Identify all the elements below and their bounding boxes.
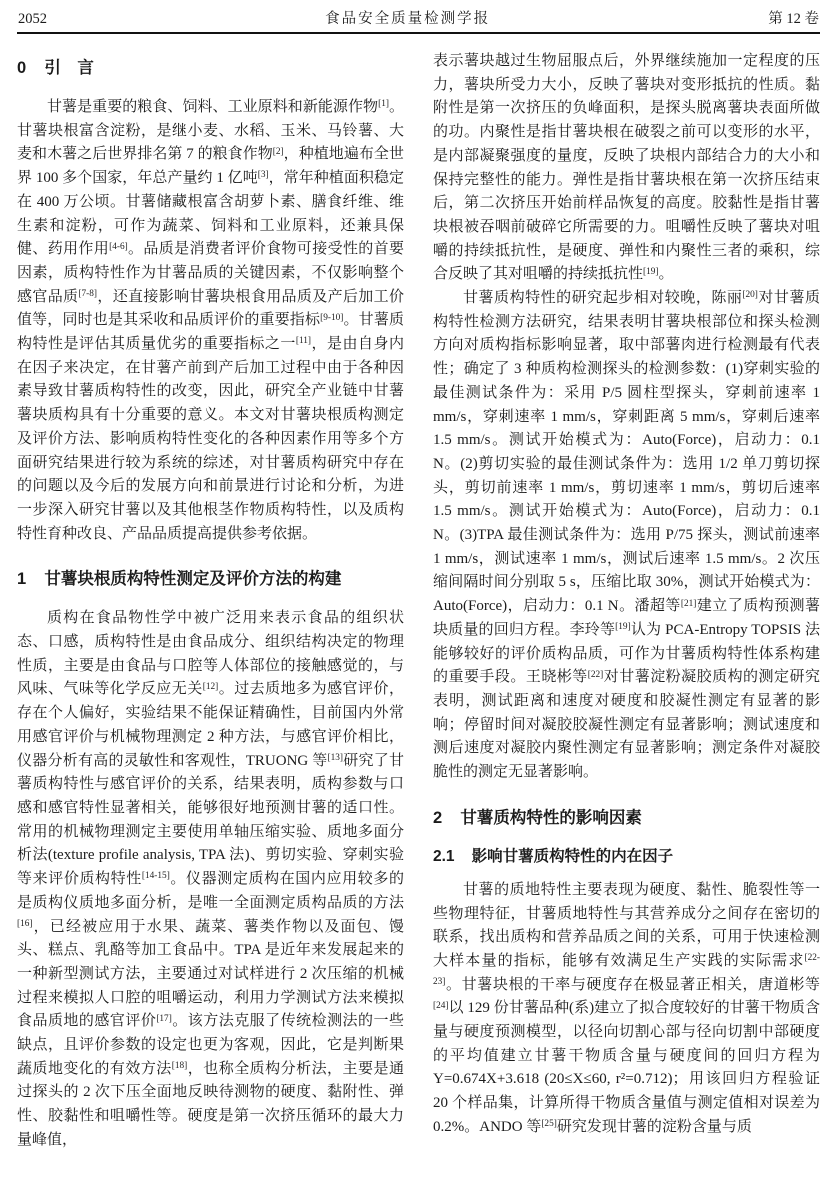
citation-ref: [17] [156, 1013, 172, 1024]
citation-ref: [1] [378, 99, 389, 110]
citation-ref: [9-10] [320, 312, 344, 323]
page-header [0, 0, 837, 29]
citation-ref: [24] [433, 1000, 449, 1011]
section-number: 2 [433, 808, 443, 827]
citation-ref: [12] [202, 681, 219, 692]
citation-ref: [16] [17, 918, 33, 929]
citation-ref: [7-8] [78, 288, 97, 299]
article-body [0, 34, 837, 1174]
right-column [433, 50, 820, 1174]
subsection-heading [433, 846, 820, 867]
volume-label: 第 12 卷 [768, 11, 819, 27]
paragraph: 表示薯块越过生物屈服点后，外界继续施加一定程度的压力，薯块所受力大小，反映了薯块对变形抵抗的性质。黏附性是第一次挤压的负峰面积，是探头脱离薯块表面所做的功。内聚性是指甘薯块根在破裂之前可以变形的水平，是内部凝聚强度的量度，反映了块根内部结合力的大小和保持完整性的能力。弹性是指甘薯块根在第一次挤压结束后，第二次挤压开始前样品恢复的高度。胶黏性是指甘薯块根被吞咽前破碎它所需要的力。咀嚼性反映了薯块对咀嚼的持续抵抗性，是硬度、弹性和内聚性三者的乘积，综合反映了其对咀嚼的持续抵抗性[19]。 [433, 53, 820, 283]
page-number: 2052 [18, 11, 47, 27]
citation-ref: [3] [257, 170, 269, 181]
section-heading [17, 57, 404, 79]
section-number: 1 [17, 570, 27, 589]
citation-ref: [14-15] [141, 871, 170, 882]
left-column [17, 50, 404, 1174]
citation-ref: [22] [587, 669, 604, 680]
citation-ref: [19] [643, 266, 659, 277]
section-number: 2.1 [433, 847, 455, 865]
citation-ref: [4-6] [109, 241, 128, 252]
citation-ref: [25] [541, 1119, 557, 1130]
paragraph: 甘薯的质地特性主要表现为硬度、黏性、脆裂性等一些物理特征，甘薯质地特性与其营养成分之间存在密切的联系，找出质构和营养品质之间的关系，可用于快速检测大样本量的指标，能够有效满足生产实践的实际需求[22-23]。甘薯块根的干率与硬度存在极显著正相关，唐道彬等[24]以 129 份甘薯品种(系)建立了拟合度较好的甘薯干物质含量与硬度预测模型，以径向切割心部与径向切割中部硬度的平均值建立甘薯干物质含量与硬度间的回归方程为 Y=0.674X+3.618 (20≤X≤60, r²=0.712)；用该回归方程验证 20 个样品集，计算所得干物质含量值与测定值相对误差为 0.2%。ANDO 等[25]研究发现甘薯的淀粉含量与质 [433, 881, 820, 1135]
citation-ref: [13] [327, 752, 343, 763]
paragraph: 质构在食品物性学中被广泛用来表示食品的组织状态、口感，质构特性是由食品成分、组织结构决定的物理性质，主要是由食品与口腔等人体部位的接触感觉的，与风味、气味等化学反应无关[12]。过去质地多为感官评价，存在个人偏好，实验结果不能保证精确性，目前国内外常用感官评价与机械物理测定 2 种方法，与感官评价相比，仪器分析有高的灵敏性和客观性，TRUONG 等[13]研究了甘薯质构特性与感官评价的关系，结果表明，质构参数与口感和感官特性显著相关，能够很好地预测甘薯的适口性。常用的机械物理测定主要使用单轴压缩实验、质地多面分析法(texture profile analysis, TPA 法)、剪切实验、穿刺实验等来评价质构特性[14-15]。仪器测定质构在国内应用较多的是质构仪质地多面分析，是唯一全面测定质构品质的方法[16]，已经被应用于水果、蔬菜、薯类作物以及面包、馒头、糕点、乳酪等加工食品中。TPA 是近年来发展起来的一种新型测试方法，主要通过对试样进行 2 次压缩的机械过程来模拟人口腔的咀嚼运动，利用力学测试方法来模拟食品质地的感官评价[17]。该方法克服了传统检测法的一些缺点，且评价参数的设定也更为客观，因此，它是判断果蔬质地变化的有效方法[18]，也称全质构分析法，主要是通过探头的 2 次下压全面地反映待测物的硬度、黏附性、弹性、胶黏性和咀嚼性等。硬度是第一次挤压循环的最大力量峰值， [17, 610, 404, 1148]
paragraph: 甘薯质构特性的研究起步相对较晚，陈丽[20]对甘薯质构特性检测方法研究，结果表明甘薯块根部位和探头检测方向对质构指标影响显著，取中部薯肉进行检测最有代表性；确定了 3 种质构检测探头的检测参数：(1)穿刺实验的最佳测试条件为：采用 P/5 圆柱型探头，穿刺前速率 1 mm/s，穿刺速率 1 mm/s，穿刺距离 5 mm/s，穿刺后速率 1.5 mm/s。测试开始模式为：Auto(Force)，启动力：0.1 N。(2)剪切实验的最佳测试条件为：选用 1/2 单刀剪切探头，剪切前速率 1 mm/s，剪切速率 1 mm/s，剪切后速率 1.5 mm/s。测试开始模式为：Auto(Force)，启动力：0.1 N。(3)TPA 最佳测试条件为：选用 P/75 探头，测试前速率 1 mm/s，测试速率 1 mm/s，测试后速率 1.5 mm/s。2 次压缩间隔时间分别取 5 s，压缩比取 30%，测试开始模式为：Auto(Force)，启动力：0.1 N。潘超等[21]建立了质构预测薯块质量的回归方程。李玲等[19]认为 PCA-Entropy TOPSIS 法能够较好的评价质构品质，可作为甘薯质构特性体系构建的重要手段。王晓彬等[22]对甘薯淀粉凝胶质构的测定研究表明，测试距离和速度对硬度和胶凝性测定有显著的影响；停留时间对凝胶胶凝性测定有显著影响；测试速度和测后速度对凝胶内聚性测定有显著影响；测定条件对凝胶脆性的测定无显著影响。 [433, 290, 820, 781]
citation-ref: [21] [680, 598, 697, 609]
citation-ref: [11] [295, 336, 312, 347]
section-number: 0 [17, 59, 27, 77]
section-title: 甘薯质构特性的影响因素 [460, 808, 642, 827]
paragraph: 甘薯是重要的粮食、饲料、工业原料和新能源作物[1]。甘薯块根富含淀粉，是继小麦、水稻、玉米、马铃薯、大麦和木薯之后世界排名第 7 的粮食作物[2]，种植地遍布全世界 100 多个国家，年总产量约 1 亿吨[3]，常年种植面积稳定在 400 万公顷。甘薯储藏根富含胡萝卜素、膳食纤维、维生素和淀粉，可作为蔬菜、饲料和工业原料，还兼具保健、药用作用[4-6]。品质是消费者评价食物可接受性的首要因素，质构特性作为甘薯品质的关键因素，不仅影响整个感官品质[7-8]，还直接影响甘薯块根食用品质及产后加工价值等，同时也是其采收和品质评价的重要指标[9-10]。甘薯质构特性是评估其质量优劣的重要指标之一[11]，是由自身内在因子来决定，在甘薯产前到产后加工过程中由于各种因素导致甘薯质构特性的改变，因此，研究全产业链中甘薯薯块质构具有十分重要的意义。本文对甘薯块根质构测定及评价方法、影响质构特性变化的各种因素作用等多个方面研究结果进行较为系统的综述，对甘薯质构研究中存在的问题以及今后的发展方向和前景进行讨论和分析，为进一步深入研究甘薯以及其他根茎作物质构特性，以及质构特性育种改良、产品品质提高提供参考依据。 [17, 99, 404, 542]
section-heading [17, 568, 404, 590]
section-title: 甘薯块根质构特性测定及评价方法的构建 [44, 570, 342, 589]
citation-ref: [20] [742, 290, 758, 301]
citation-ref: [2] [272, 146, 284, 157]
citation-ref: [22-23] [433, 953, 820, 987]
journal-title: 食品安全质量检测学报 [325, 11, 491, 27]
section-title: 引 言 [44, 59, 94, 77]
section-title: 影响甘薯质构特性的内在因子 [471, 847, 674, 865]
citation-ref: [19] [615, 622, 631, 633]
section-heading [433, 807, 820, 829]
citation-ref: [18] [171, 1061, 188, 1072]
